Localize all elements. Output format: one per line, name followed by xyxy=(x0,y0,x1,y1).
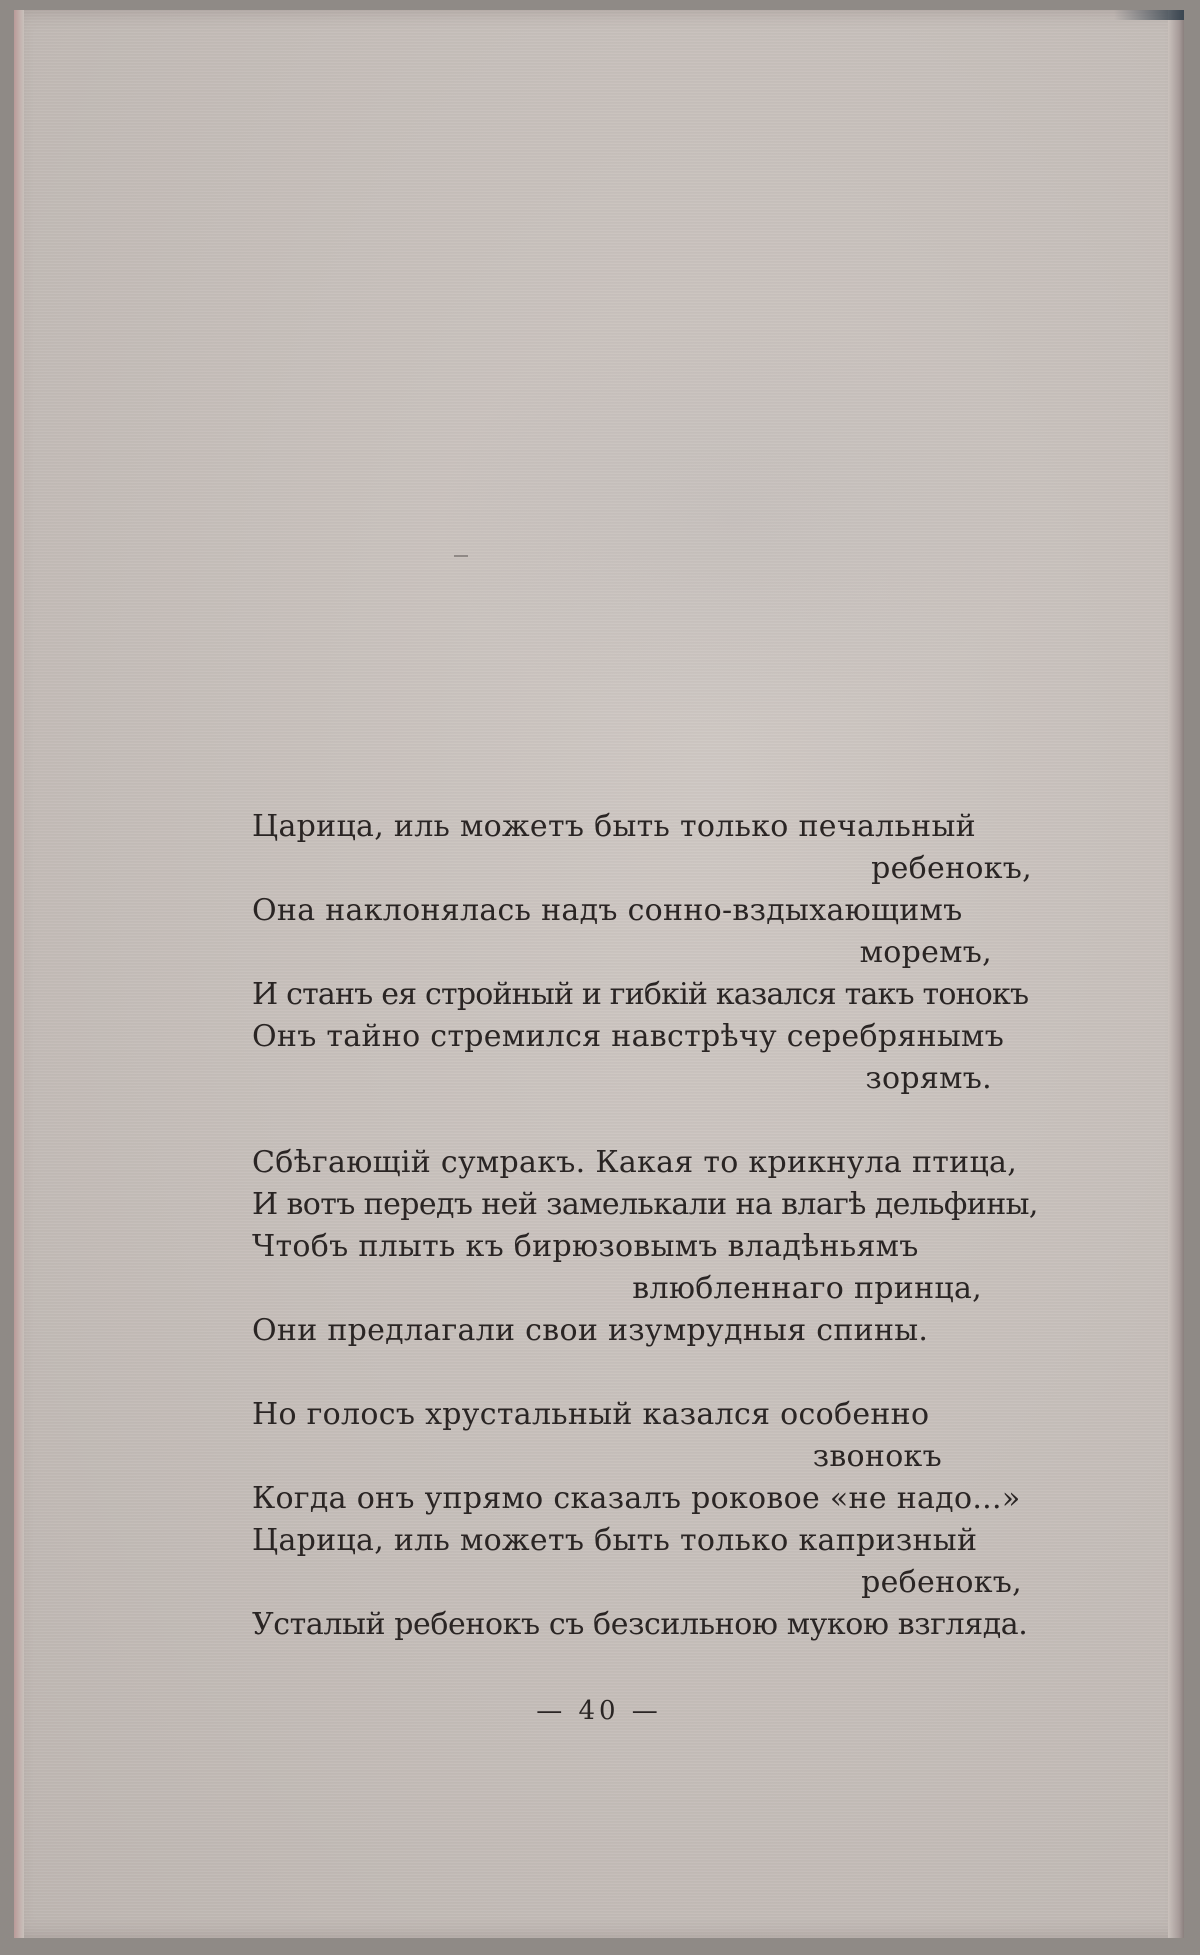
page-left-edge xyxy=(14,10,24,1938)
poem-line: Она наклонялась надъ сонно-вздыхающимъ xyxy=(252,893,963,928)
poem-line-continuation: зорямъ. xyxy=(865,1061,992,1096)
poem-line: Они предлагали свои изумрудныя спины. xyxy=(252,1313,929,1348)
poem-line: Но голосъ хрустальный казался особенно xyxy=(252,1397,930,1432)
poem-line: Царица, иль можетъ быть только печальный xyxy=(252,809,976,844)
poem-line: Когда онъ упрямо сказалъ роковое «не надо...» xyxy=(252,1481,1021,1516)
poem-line-continuation: звонокъ xyxy=(812,1439,942,1474)
poem-line-continuation: моремъ, xyxy=(859,935,992,970)
stanza-1 xyxy=(252,806,1052,1100)
poem-line: Царица, иль можетъ быть только капризный xyxy=(252,1523,978,1558)
page-corner-shadow xyxy=(1114,10,1184,20)
page-right-edge xyxy=(1168,10,1184,1938)
poem-line: Чтобъ плыть къ бирюзовымъ владѣньямъ xyxy=(252,1229,919,1264)
stanza-3 xyxy=(252,1394,1052,1646)
page-number: — 40 — xyxy=(536,1696,662,1726)
poem xyxy=(252,806,1052,1688)
poem-line-continuation: ребенокъ, xyxy=(861,1565,1022,1600)
book-page xyxy=(14,10,1184,1938)
poem-line: И вотъ передъ ней замелькали на влагѣ дельфины, xyxy=(252,1187,1038,1222)
poem-line: Усталый ребенокъ съ безсильною мукою взгляда. xyxy=(252,1607,1028,1642)
show-through-ink xyxy=(434,310,1034,730)
poem-line: Онъ тайно стремился навстрѣчу серебрянымъ xyxy=(252,1019,1005,1054)
ink-mark xyxy=(454,555,468,557)
poem-line-continuation: влюбленнаго принца, xyxy=(632,1271,982,1306)
poem-line: Сбѣгающій сумракъ. Какая то крикнула птица, xyxy=(252,1145,1018,1180)
stanza-2 xyxy=(252,1142,1052,1352)
poem-line: И станъ ея стройный и гибкій казался такъ тонокъ xyxy=(252,977,1029,1012)
poem-line-continuation: ребенокъ, xyxy=(871,851,1032,886)
